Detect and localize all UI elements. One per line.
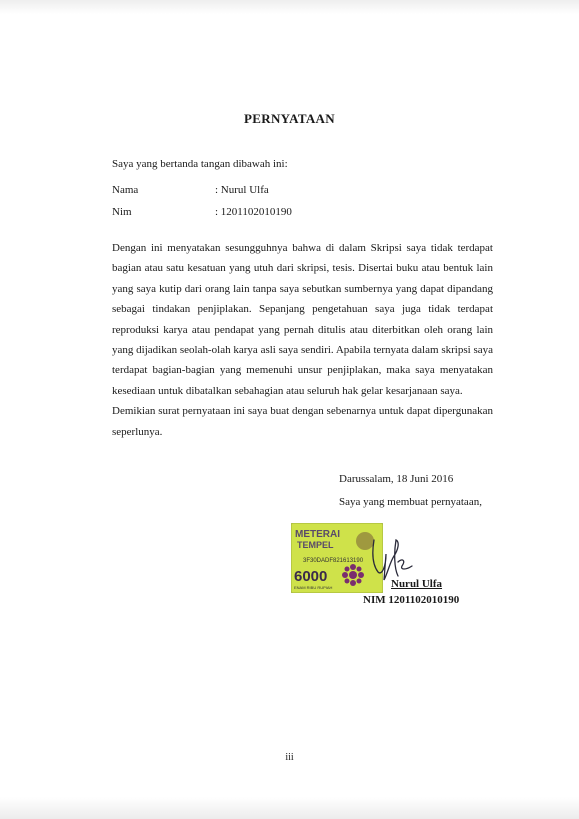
- field-name-value: : Nurul Ulfa: [215, 184, 269, 196]
- stamp-line2: TEMPEL: [297, 540, 334, 550]
- page-number: iii: [285, 752, 294, 763]
- field-nim: [112, 206, 292, 218]
- stamp-serial: 3F30DADF821613190: [303, 558, 364, 564]
- signer-nim: NIM 1201102010190: [363, 594, 460, 606]
- statement-paragraph: Dengan ini menyatakan sesungguhnya bahwa di dalam Skripsi saya tidak terdapat bagian atau satu kesatuan yang utuh dari skripsi, tesis. Disertai buku atau bentuk lain yang saya kutip dari orang lain tanpa saya sebutkan sumbernya yang dapat dipandang sebagai tindakan penjiplakan. Sepanjang pengetahuan saya juga tidak terdapat reproduksi karya atau pendapat yang pernah ditulis atau diterbitkan oleh orang lain yang dijadikan seolah-olah karya asli saya sendiri. Apabila ternyata dalam skripsi saya terdapat bagian-bagian yang memenuhi unsur penjiplakan, maka saya menyatakan kesediaan untuk dibatalkan sebahagian atau seluruh hak gelar kesarjanaan saya.: [112, 242, 493, 397]
- stamp-value-words: ENAM RIBU RUPIAH: [294, 585, 333, 590]
- flower-ornament-icon: [342, 564, 364, 586]
- maker-label: Saya yang membuat pernyataan,: [339, 496, 482, 508]
- page-edge-bottom: [0, 797, 579, 819]
- intro-text: Saya yang bertanda tangan dibawah ini:: [112, 158, 288, 170]
- field-name: [112, 184, 269, 196]
- place-date: Darussalam, 18 Juni 2016: [339, 473, 454, 485]
- signer-name: Nurul Ulfa: [391, 578, 443, 590]
- statement-body: [112, 238, 493, 442]
- closing-paragraph: Demikian surat pernyataan ini saya buat dengan sebenarnya untuk dapat dipergunakan seperlunya.: [112, 405, 493, 438]
- field-nim-label: Nim: [112, 206, 132, 218]
- page-title: PERNYATAAN: [244, 111, 335, 126]
- field-name-label: Nama: [112, 184, 139, 196]
- stamp-value: 6000: [294, 568, 328, 585]
- page-edge-top: [0, 0, 579, 14]
- field-nim-value: : 1201102010190: [215, 206, 292, 218]
- stamp-line1: METERAI: [295, 529, 340, 540]
